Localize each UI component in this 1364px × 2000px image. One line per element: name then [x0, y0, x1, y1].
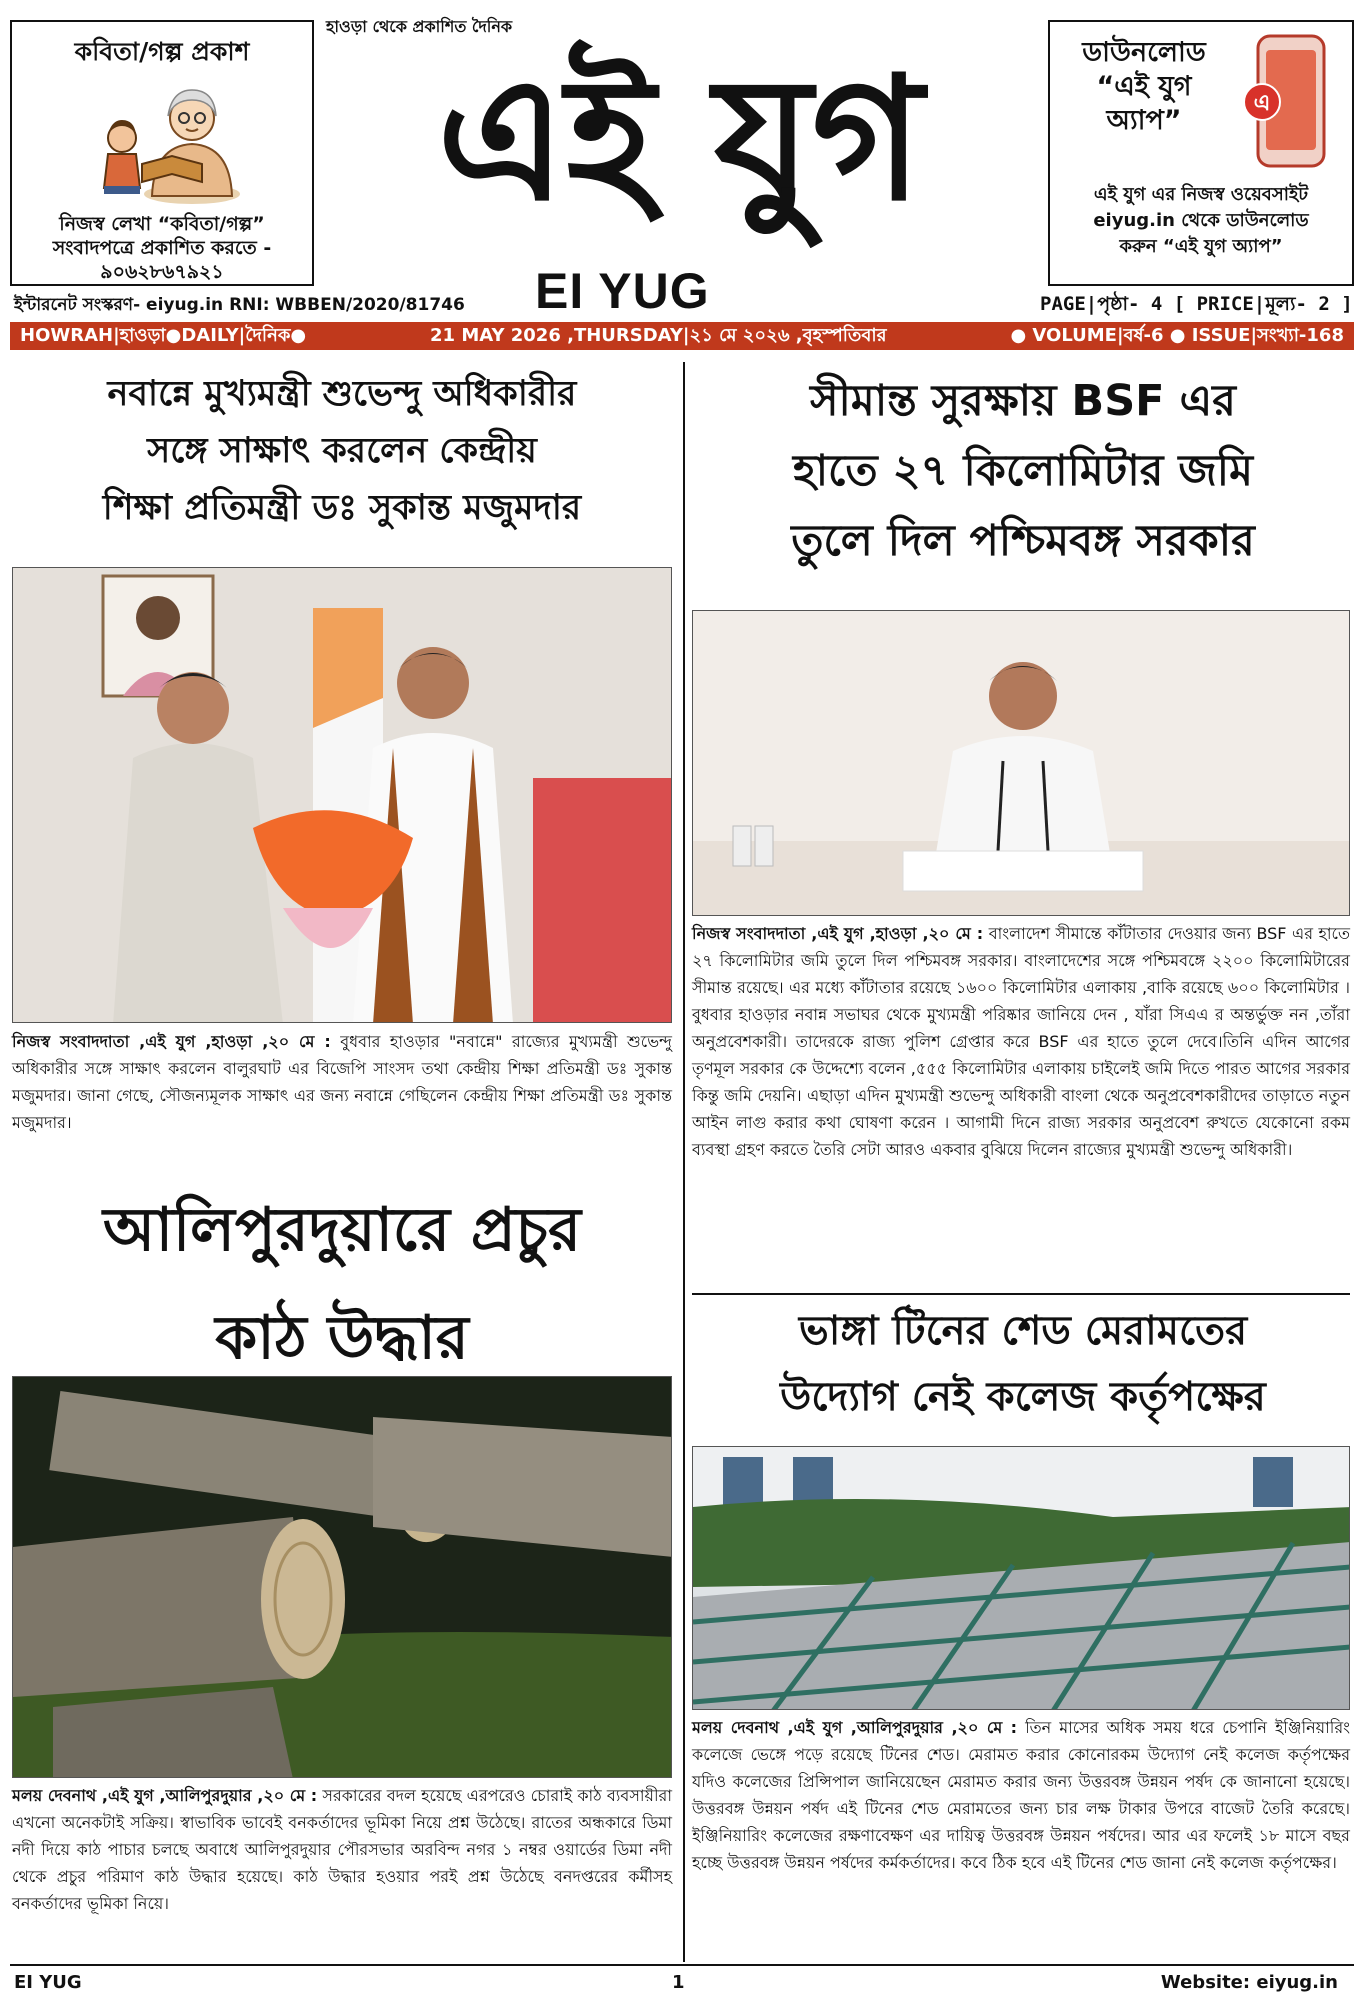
article-text: বুধবার হাওড়ার "নবান্নে" রাজ্যের মুখ্যমন্ত্রী শুভেন্দু অধিকারীর সঙ্গে সাক্ষাৎ করলেন বালুরঘাট এর বিজেপি সাংসদ তথা কেন্দ্রীয় শিক্ষা প্রতিমন্ত্রী ডঃ সুকান্ত মজুমদার। জানা গেছে, সৌজন্যমূলক সাক্ষাৎ এর জন্য নবান্নে গেছিলেন কেন্দ্রীয় শিক্ষা প্রতিমন্ত্রী ডঃ সুকান্ত মজুমদার। — [12, 1032, 672, 1132]
info-city: HOWRAH|হাওড়া●DAILY|দৈনিক● — [20, 324, 307, 346]
article-headline — [10, 1176, 674, 1392]
app-promo-title-line: ডাউনলোড — [1082, 37, 1206, 68]
edition-rni-line: ইন্টারনেট সংস্করণ- eiyug.in RNI: WBBEN/2020/81746 — [14, 295, 465, 315]
masthead-logo-bengali[interactable] — [380, 8, 980, 248]
article-byline: নিজস্ব সংবাদদাতা ,এই যুগ ,হাওড়া ,২০ মে : — [12, 1032, 331, 1051]
promo-line: সংবাদপত্রে প্রকাশিত করতে - — [52, 237, 272, 259]
headline-line: শিক্ষা প্রতিমন্ত্রী ডঃ সুকান্ত মজুমদার — [102, 488, 582, 528]
article-photo-press-conference[interactable] — [692, 610, 1350, 916]
masthead-title-text: এই যুগ — [436, 41, 924, 239]
headline-line: ভাঙ্গা টিনের শেড মেরামতের — [798, 1308, 1248, 1354]
poem-story-promo — [10, 20, 314, 286]
headline-line: আলিপুরদুয়ারে প্রচুর — [102, 1195, 582, 1265]
reader-illustration-icon — [82, 76, 262, 206]
page-footer — [0, 1970, 1364, 2000]
masthead-tagline: হাওড়া থেকে প্রকাশিত দৈনিক — [326, 17, 513, 36]
article-bsf-land[interactable] — [692, 366, 1354, 576]
article-byline: মলয় দেবনাথ ,এই যুগ ,আলিপুরদুয়ার ,২০ মে : — [692, 1718, 1018, 1737]
app-promo-line: এই যুগ এর নিজস্ব ওয়েবসাইট — [1093, 184, 1309, 205]
headline-line: তুলে দিল পশ্চিমবঙ্গ সরকার — [791, 516, 1255, 566]
app-promo-line: eiyug.in থেকে ডাউনলোড — [1093, 210, 1309, 231]
article-byline: নিজস্ব সংবাদদাতা ,এই যুগ ,হাওড়া ,২০ মে : — [692, 924, 984, 943]
promo-line: নিজস্ব লেখা “কবিতা/গল্প” — [59, 213, 265, 235]
article-body — [692, 920, 1350, 1163]
info-date: 21 MAY 2026 ,THURSDAY|২১ মে ২০২৬ ,বৃহস্পতিবার — [430, 324, 887, 346]
info-bar — [10, 322, 1354, 350]
page-price: PAGE|পৃষ্ঠা- 4 [ PRICE|মূল্য- 2 ] — [1040, 293, 1353, 315]
article-body — [12, 1028, 672, 1136]
article-photo-meeting[interactable] — [12, 567, 672, 1023]
article-timber-seizure[interactable] — [10, 1176, 674, 1392]
app-promo-title-line: “এই যুগ — [1096, 71, 1192, 102]
article-body — [692, 1714, 1350, 1876]
app-promo-title — [1064, 36, 1224, 138]
article-text: বাংলাদেশ সীমান্তে কাঁটাতার দেওয়ার জন্য BSF এর হাতে ২৭ কিলোমিটার জমি তুলে দিল পশ্চিমবঙ্গ সরকার। বাংলাদেশের সঙ্গে পশ্চিমবঙ্গে ২২০০ কিলোমিটারের সীমান্ত রয়েছে। এর মধ্যে কাঁটাতার রয়েছে ১৬০০ কিলোমিটার এলাকায় ,বাকি রয়েছে ৬০০ কিলোমিটার । বুধবার হাওড়ার নবান্ন সভাঘর থেকে মুখ্যমন্ত্রী পরিষ্কার জানিয়ে দেন , যাঁরা সিএএ র অন্তর্ভুক্ত নন ,তাঁরা অনুপ্রবেশকারী। তাদেরকে রাজ্য পুলিশ গ্রেপ্তার করে BSF এর হাতে তুলে দেবে।তিনি এদিন আগের তৃণমূল সরকার কে উদ্দেশ্যে বলেন ,৫৫৫ কিলোমিটার এলাকায় চাইলেই জমি দিতে পারত আগের সরকার কিন্তু জমি দেয়নি। এছাড়া এদিন মুখ্যমন্ত্রী শুভেন্দু অধিকারী বাংলা থেকে অনুপ্রবেশকারীদের তাড়াতে নতুন আইন লাগু করার কথা ঘোষণা করেন । আগামী দিনে রাজ্য সরকার অনুপ্রবেশ রুখতে যেকোনো রকম ব্যবস্থা গ্রহণ করতে তৈরি সেটা আরও একবার বুঝিয়ে দিলেন রাজ্যের মুখ্যমন্ত্রী শুভেন্দু অধিকারী। — [692, 924, 1350, 1159]
info-volume-issue: ● VOLUME|বর্ষ-6 ● ISSUE|সংখ্যা-168 — [1010, 324, 1344, 346]
article-photo-tin-shed[interactable] — [692, 1446, 1350, 1710]
footer-rule — [10, 1964, 1354, 1966]
article-text: তিন মাসের অধিক সময় ধরে চেপানি ইঞ্জিনিয়ারিং কলেজে ভেঙ্গে পড়ে রয়েছে টিনের শেড। মেরামত করার কোনোরকম উদ্যোগ নেই কলেজ কর্তৃপক্ষের যদিও কলেজের প্রিন্সিপাল জানিয়েছেন মেরামত করার জন্য উত্তরবঙ্গ উন্নয়ন পর্ষদ কে জানানো হয়েছে। উত্তরবঙ্গ উন্নয়ন পর্ষদ এই টিনের শেড মেরামতের জন্য চার লক্ষ টাকার উপরে বাজেট তৈরি করেছে। ইঞ্জিনিয়ারিং কলেজের রক্ষণাবেক্ষণ এর দায়িত্ব উত্তরবঙ্গ উন্নয়ন পর্ষদের। আর এর ফলেই ১৮ মাসে বছর হচ্ছে উত্তরবঙ্গ উন্নয়ন পর্ষদের কর্মকর্তাদের। কবে ঠিক হবে এই টিনের শেড জানা নেই কলেজ কর্তৃপক্ষের। — [692, 1718, 1351, 1872]
promo-body — [18, 212, 306, 284]
column-divider — [683, 362, 685, 1962]
app-promo-body — [1056, 182, 1346, 260]
headline-line: হাতে ২৭ কিলোমিটার জমি — [793, 446, 1253, 496]
article-cm-meeting[interactable] — [10, 366, 674, 537]
footer-website-link[interactable]: Website: eiyug.in — [1160, 1972, 1338, 1993]
headline-line: উদ্যোগ নেই কলেজ কর্তৃপক্ষের — [780, 1374, 1266, 1420]
masthead-logo-english: EI YUG — [535, 263, 710, 319]
app-promo-title-line: অ্যাপ” — [1106, 105, 1182, 136]
footer-paper-name: EI YUG — [14, 1972, 82, 1993]
app-logo-letter: এ — [1253, 91, 1271, 116]
article-text: সরকারের বদল হয়েছে এরপরেও চোরাই কাঠ ব্যবসায়ীরা এখনো অনেকটাই সক্রিয়। স্বাভাবিক ভাবেই বনকর্তাদের ভূমিকা নিয়ে প্রশ্ন উঠেছে। রাতের অন্ধকারে ডিমা নদী দিয়ে কাঠ পাচার চলছে অবাধে আলিপুরদুয়ার পৌরসভার অরবিন্দ নগর ১ নম্বর ওয়ার্ডের ডিমা নদী থেকে প্রচুর পরিমাণ কাঠ উদ্ধার হয়েছে। কাঠ উদ্ধার হওয়ার পরই প্রশ্ন উঠেছে বনদপ্তরের কর্মীসহ বনকর্তাদের ভূমিকা নিয়ে। — [12, 1786, 672, 1913]
app-download-promo[interactable] — [1048, 20, 1354, 286]
article-tin-shed[interactable] — [692, 1298, 1354, 1430]
headline-line: কাঠ উদ্ধার — [215, 1303, 469, 1373]
article-byline: মলয় দেবনাথ ,এই যুগ ,আলিপুরদুয়ার ,২০ মে : — [12, 1786, 318, 1805]
article-body — [12, 1782, 672, 1917]
headline-line: নবান্নে মুখ্যমন্ত্রী শুভেন্দু অধিকারীর — [107, 374, 577, 414]
article-photo-timber[interactable] — [12, 1376, 672, 1778]
section-divider — [692, 1293, 1350, 1295]
promo-title: কবিতা/গল্প প্রকাশ — [74, 37, 250, 66]
article-headline — [10, 366, 674, 537]
promo-phone-number[interactable]: ৯০৬২৮৬৭৯২১ — [100, 261, 224, 283]
article-headline — [692, 1298, 1354, 1430]
phone-app-icon — [1240, 32, 1340, 172]
footer-page-number: 1 — [672, 1972, 685, 1993]
article-headline — [692, 366, 1354, 576]
headline-line: সঙ্গে সাক্ষাৎ করলেন কেন্দ্রীয় — [147, 431, 537, 471]
headline-line: সীমান্ত সুরক্ষায় BSF এর — [810, 376, 1236, 426]
app-promo-line: করুন “এই যুগ অ্যাপ” — [1119, 236, 1283, 257]
